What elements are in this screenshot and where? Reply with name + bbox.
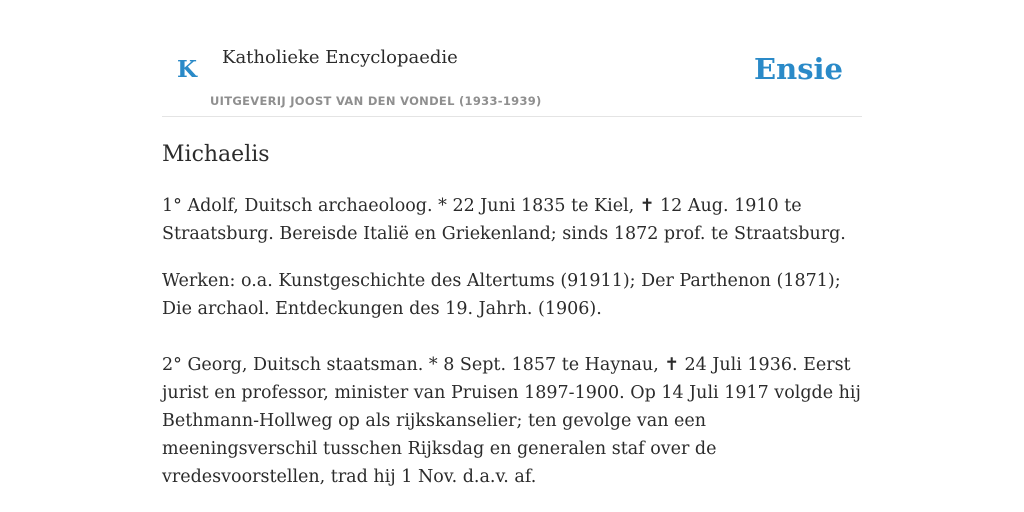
article-paragraph-2: Werken: o.a. Kunstgeschichte des Altertums (91911); Der Parthenon (1871); Die archaol. Entdeckungen des 19. Jahrh. (1906). <box>162 271 841 319</box>
ensie-logo-link[interactable]: Ensie <box>754 52 843 86</box>
encyclopedia-title[interactable]: Katholieke Encyclopaedie <box>222 47 458 68</box>
article-paragraph-3: 2° Georg, Duitsch staatsman. * 8 Sept. 1857 te Haynau, ✝ 24 Juli 1936. Eerst jurist en professor, minister van Pruisen 1897-1900. Op 14 Juli 1917 volgde hij Bethmann-Hollweg op als rijkskanselier; ten gevolge van een meeningsverschil tusschen Rijksdag en generalen staf over de vredesvoorstellen, trad hij 1 Nov. d.a.v. af. <box>162 355 861 487</box>
article-title: Michaelis <box>162 142 270 167</box>
page <box>162 0 862 512</box>
site-header <box>162 0 862 117</box>
publisher-label: UITGEVERIJ JOOST VAN DEN VONDEL (1933-1939) <box>210 94 542 108</box>
encyclopedia-logo[interactable]: K <box>177 56 197 83</box>
article-paragraph-1: 1° Adolf, Duitsch archaeoloog. * 22 Juni 1835 te Kiel, ✝ 12 Aug. 1910 te Straatsburg. Bereisde Italië en Griekenland; sinds 1872 prof. te Straatsburg. <box>162 196 846 244</box>
